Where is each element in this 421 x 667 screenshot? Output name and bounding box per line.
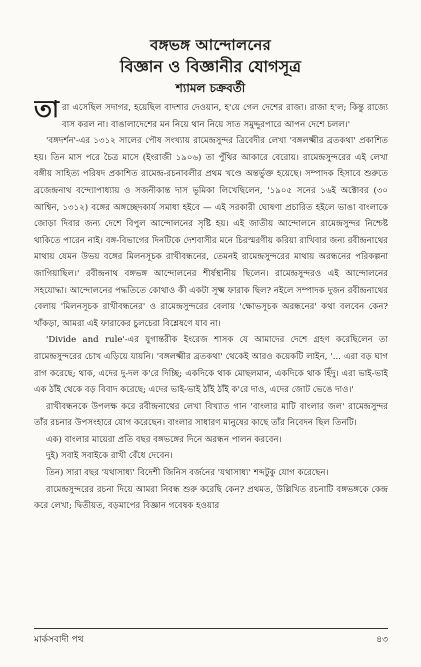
paragraph: রাখীবন্ধনকে উপলক্ষ করে রবীন্দ্রনাথের লেখা বিখ্যাত গান 'বাংলার মাটি বাংলার জল' রামেন্দ্রসুন্দর তাঁর রচনার উপসংহারে যোগ করেছেন। বাংলার সাধারণ মানুষের কাছে তাঁর নিবেদন ছিল তিনটি। xyxy=(34,401,388,429)
paragraph: তারা এসেছিল সদাগর, হয়েছিল বাদশার দেওয়ান, হ'য়ে গেল দেশের রাজা। রাজা হ'ল; কিন্তু রাজ্যে বাস করল না। বাঙালাদেশের মন নিয়ে থান নিয়ে সাত সমুদ্দুরপারে আপন দেশে চলল।' xyxy=(34,100,388,133)
paragraph: রামেন্দ্রসুন্দরের রচনা দিয়ে আমরা নিবন্ধ শুরু করেছি কেন? প্রথমত, উল্লিখিত রচনাটি বঙ্গভঙ্গকে কেন্দ্র করে লেখা; দ্বিতীয়ত, বড়মাপের বিজ্ঞান গবেষক হওয়ার xyxy=(34,484,388,512)
drop-cap: তা xyxy=(34,100,59,123)
paragraph: 'Divide and rule'-এর যুগান্তরীক ইংরেজ শাসক যে আমাদের দেশে গ্রহণ করেছিলেন তা রামেন্দ্রসুন্দরের চোখ এড়িয়ে যায়নি। 'বঙ্গলক্ষ্মীর ব্রতকথা' থেকেই আরও কয়েকটি লাইন, '... এরা বড় ঘাগ রাগ করেছে; থাক, এদের দু-দল ক'রে দিচ্ছি; একদিকে থাক মোছলমান, একদিকে থাক হিঁদু। এরা ভাই-ভাই এক ঠাঁই থেকে বড় বিবাদ করেছে; এদের ভাই-ভাই ঠাঁই ঠাঁই ক'রে দাও, এদের জোট ভেঙে দাও।' xyxy=(34,335,388,396)
author-name: শ্যামল চক্রবর্তী xyxy=(175,81,246,95)
page-number: ৪৩ xyxy=(376,635,388,645)
title-line-2: বিজ্ঞান ও বিজ্ঞানীর যোগসূত্র xyxy=(120,57,301,76)
journal-name: মার্কসবাদী পথ xyxy=(34,635,84,645)
article-body xyxy=(34,100,388,620)
title-line-1: বঙ্গভঙ্গ আন্দোলনের xyxy=(150,36,271,54)
page-footer xyxy=(34,628,388,647)
paragraph: দুই) সবাই সবাইকে রাখী বেঁধে দেবেন। xyxy=(46,451,173,462)
paragraph: এক) বাংলার মায়েরা প্রতি বছর বঙ্গভঙ্গের দিনে অরন্ধন পালন করবেন। xyxy=(46,434,282,445)
paragraph: 'বঙ্গদর্শন'-এর ১৩১২ সালের পৌষ সংখ্যায় রামেন্দ্রসুন্দর ত্রিবেদীর লেখা 'বঙ্গলক্ষ্মীর ব্রতকথা' প্রকাশিত হয়। তিন মাস পরে চৈত্র মাসে (ইংরাজী ১৯০৬) তা পুঁথির আকারে বেরোয়। রামেন্দ্রসুন্দরের এই লেখা বঙ্গীয় সাহিত্য পরিষদ প্রকাশিত রামেন্দ্র-রচনাবলীর প্রথম খণ্ডে অন্তর্ভুক্ত হয়েছে। সম্পাদক হিসাবে শুরুতে ব্রজেন্দ্রনাথ বন্দ্যোপাধ্যায় ও সজনীকান্ত দাস ভূমিকা লিখেছিলেন, '১৯০৫ সনের ১৬ই অক্টোবর (৩০ আশ্বিন, ১৩১২) বঙ্গের অঙ্গচ্ছেদকার্য সমাধা হইবে — এই সরকারী ঘোষণা প্রচারিত হইলে ভাঙা বাংলাকে জোড়া দিবার জন্য দেশে বিপুল আন্দোলনের সৃষ্টি হয়। এই জাতীয় আন্দোলনে রামেন্দ্রসুন্দর নিশ্চেষ্ট থাকিতে পারেন নাই। বঙ্গ-বিভাগের দিনটিকে দেশবাসীর মনে চিরস্মরণীয় করিয়া রাখিবার জন্য রবীন্দ্রনাথের মাথায় যেমন উভয় বঙ্গের মিলনসূচক রাখীবন্ধনের, তেমনই রামেন্দ্রসুন্দরের মাথায় অরন্ধনের পরিকল্পনা জাগিয়াছিল।' রবীন্দ্রনাথ বঙ্গভঙ্গ আন্দোলনের শীর্ষস্থানীয় ছিলেন। রামেন্দ্রসুন্দরও এই আন্দোলনের সহযোদ্ধা। আন্দোলনের পদ্ধতিতে কোথাও কী একটা সূক্ষ্ম ফারাক ছিল? নইলে সম্পাদক দুজন রবীন্দ্রনাথের বেলায় 'মিলনসূচক রাখীবন্ধনের' ও রামেন্দ্রসুন্দরের বেলায় 'ক্ষোভসূচক অরন্ধনের' কথা বলবেন কেন? খাঁকড়া, আমরা এই ফারাকের চুলচেরা বিশ্লেষণে যাব না। xyxy=(34,136,388,329)
paragraph: তিন) সারা বছর 'যথাসাধ্য' বিদেশী জিনিস বর্জনের 'যথাসাধ্য' শব্দটুকু যোগ করেছেন। xyxy=(46,468,329,479)
